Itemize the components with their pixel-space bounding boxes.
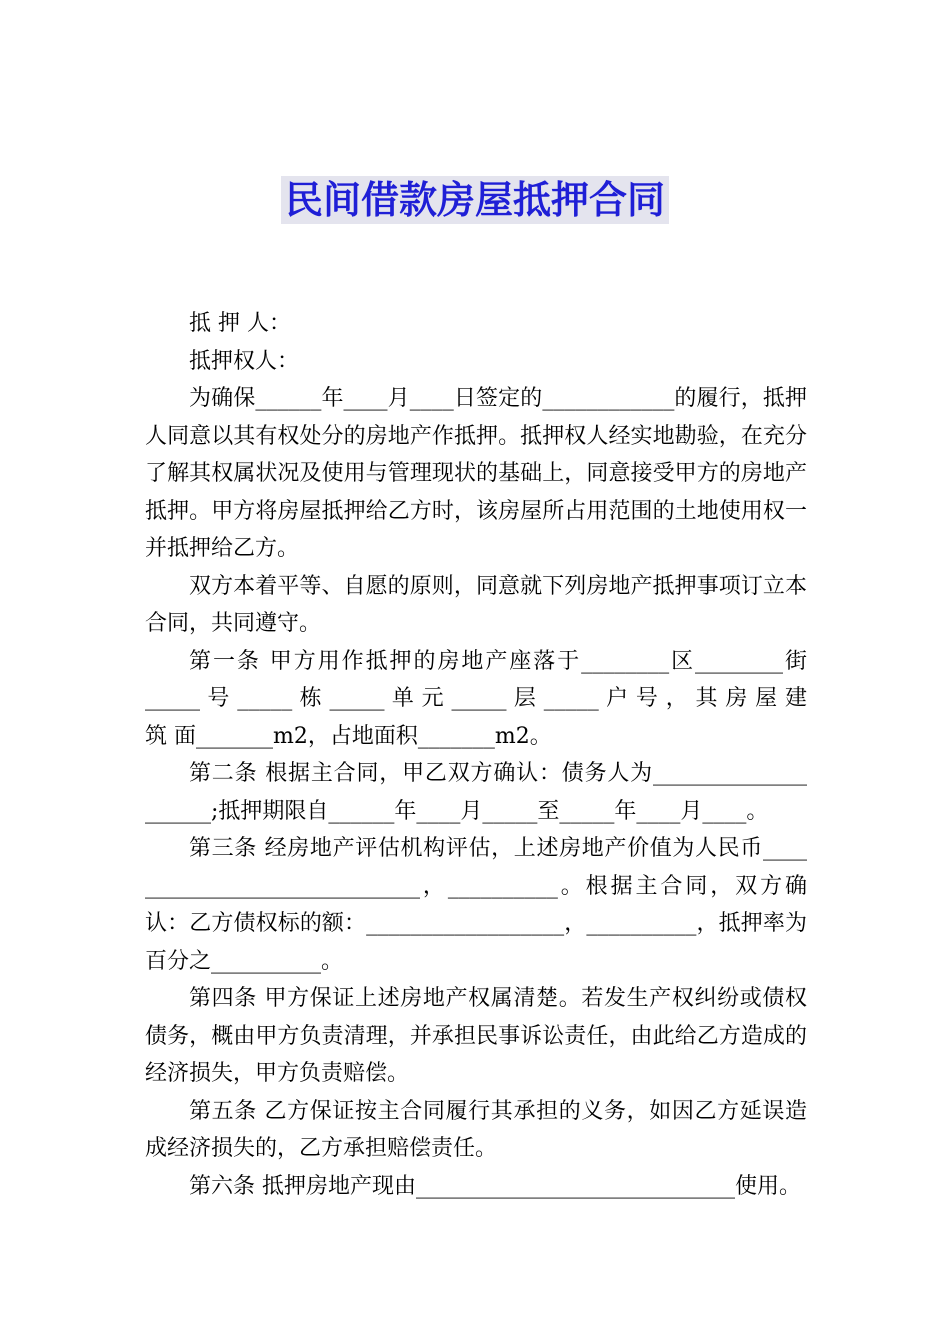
paragraph-article-3: 第三条 经房地产评估机构评估，上述房地产价值为人民币____ _________________________，__________。根据主合同，双方确认：乙方债权标的额：__________________，__________，抵押率为百分之__________。	[145, 836, 807, 974]
paragraph-article-6: 第六条 抵押房地产现由_____________________________使用。	[189, 1173, 801, 1199]
paragraph-mortgagor: 抵 押 人：	[189, 311, 291, 336]
paragraph-mortgagee: 抵押权人：	[189, 348, 300, 374]
title-wrap	[0, 176, 950, 224]
document-body	[145, 305, 807, 1205]
document-title: 民间借款房屋抵押合同	[281, 176, 669, 224]
paragraph-principle: 双方本着平等、自愿的原则，同意就下列房地产抵押事项订立本合同，共同遵守。	[145, 573, 807, 636]
paragraph-article-2: 第二条 根据主合同，甲乙双方确认：债务人为______________ ______;抵押期限自______年____月_____至_____年____月____。	[145, 761, 807, 824]
paragraph-preamble: 为确保______年____月____日签定的____________的履行，抵押人同意以其有权处分的房地产作抵押。抵押权人经实地勘验，在充分了解其权属状况及使用与管理现状的基础上，同意接受甲方的房地产抵押。甲方将房屋抵押给乙方时，该房屋所占用范围的土地使用权一并抵押给乙方。	[145, 386, 807, 561]
paragraph-article-4: 第四条 甲方保证上述房地产权属清楚。若发生产权纠纷或债权债务，概由甲方负责清理，并承担民事诉讼责任，由此给乙方造成的经济损失，甲方负责赔偿。	[145, 986, 807, 1086]
paragraph-article-1: 第一条 甲方用作抵押的房地产座落于________区________街_____ 号 _____ 栋 _____ 单 元 _____ 层 _____ 户 号 ， 其 房 屋 建 筑 面_______m2，占地面积_______m2。	[145, 648, 807, 749]
paragraph-article-5: 第五条 乙方保证按主合同履行其承担的义务，如因乙方延误造成经济损失的，乙方承担赔偿责任。	[145, 1098, 807, 1161]
